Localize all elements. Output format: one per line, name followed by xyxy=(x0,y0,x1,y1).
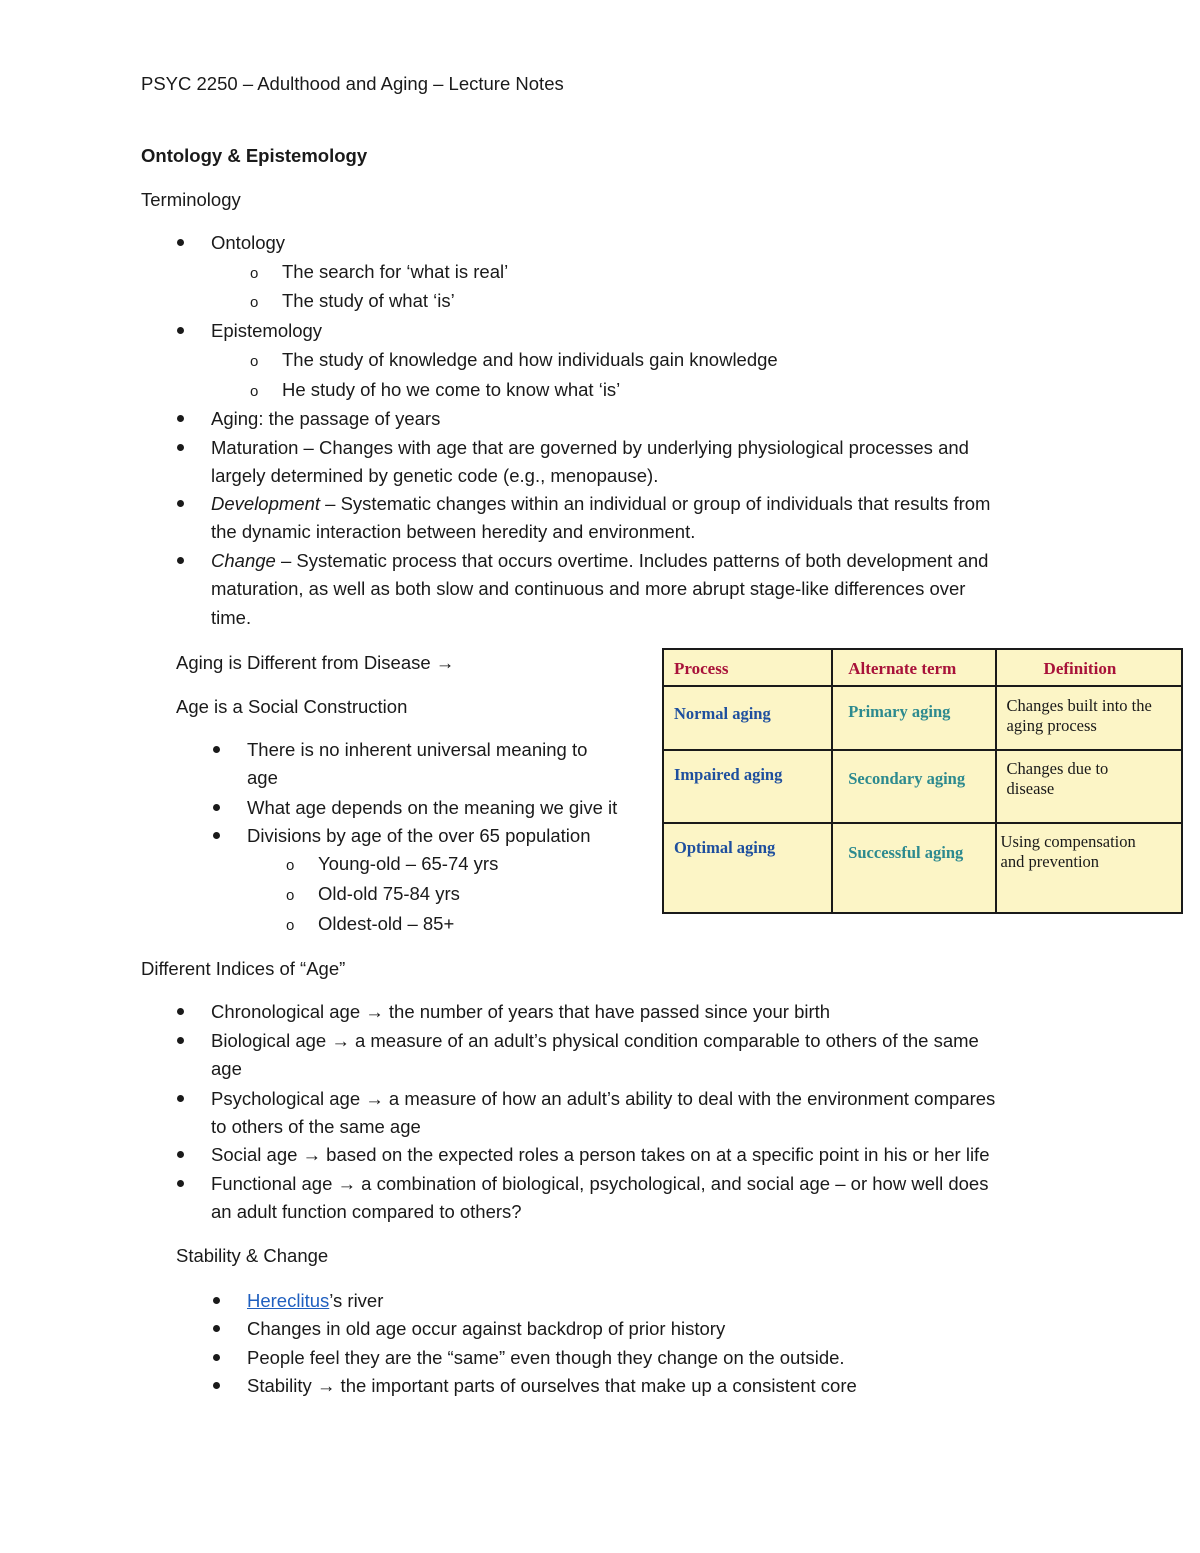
list-item: Young-old – 65-74 yrs xyxy=(318,853,499,874)
list-item: Old-old 75-84 yrs xyxy=(318,883,460,904)
table-row xyxy=(663,750,1182,823)
bullet-icon xyxy=(213,1297,220,1304)
bullet-icon xyxy=(177,1037,184,1044)
list-item: People feel they are the “same” even though they change on the outside. xyxy=(247,1347,845,1368)
list-item: Biological age → a measure of an adult’s physical condition comparable to others of the same xyxy=(211,1030,979,1051)
link-suffix-text: ’s river xyxy=(329,1290,384,1311)
list-item: Maturation – Changes with age that are governed by underlying physiological processes and xyxy=(211,437,969,458)
list-item: He study of ho we come to know what ‘is’ xyxy=(282,379,621,400)
definition-text: – Systematic process that occurs overtime. Includes patterns of both development and xyxy=(275,550,989,571)
table-row xyxy=(663,823,1182,913)
term-development: Development xyxy=(211,493,321,514)
table-header-cell: Process xyxy=(663,649,832,686)
sub-bullet-icon: o xyxy=(250,265,259,282)
list-item: The study of knowledge and how individuals gain knowledge xyxy=(282,349,778,370)
list-item: There is no inherent universal meaning to xyxy=(247,739,588,760)
sub-bullet-icon: o xyxy=(286,857,295,874)
list-item-continued: maturation, as well as both slow and continuous and more abrupt stage-like differences over xyxy=(211,578,966,599)
subheading-social-construction: Age is a Social Construction xyxy=(176,696,408,717)
bullet-icon xyxy=(177,415,184,422)
table-cell: Primary aging xyxy=(832,686,995,750)
list-item: What age depends on the meaning we give it xyxy=(247,797,618,818)
table-header-row xyxy=(663,649,1182,686)
list-item-continued: the dynamic interaction between heredity and environment. xyxy=(211,521,696,542)
list-item: Epistemology xyxy=(211,320,323,341)
definition-text: – Systematic changes within an individual or group of individuals that results from xyxy=(320,493,991,514)
sub-bullet-icon: o xyxy=(250,353,259,370)
list-item: Divisions by age of the over 65 population xyxy=(247,825,591,846)
list-item: Social age → based on the expected roles a person takes on at a specific point in his or her life xyxy=(211,1144,990,1165)
sub-bullet-icon: o xyxy=(250,383,259,400)
table-cell: Successful aging xyxy=(832,823,995,913)
bullet-icon xyxy=(213,1325,220,1332)
section-heading-ontology: Ontology & Epistemology xyxy=(141,145,368,166)
bullet-icon xyxy=(213,1382,220,1389)
list-item: Changes in old age occur against backdrop of prior history xyxy=(247,1318,726,1339)
list-item xyxy=(211,550,988,572)
bullet-icon xyxy=(177,1180,184,1187)
bullet-icon xyxy=(177,1008,184,1015)
list-item: The study of what ‘is’ xyxy=(282,290,455,311)
aging-process-table xyxy=(662,648,1183,914)
list-item-continued: age xyxy=(211,1058,242,1079)
sub-bullet-icon: o xyxy=(286,917,295,934)
hereclitus-link[interactable]: Hereclitus xyxy=(247,1290,330,1311)
list-item-continued: an adult function compared to others? xyxy=(211,1201,522,1222)
table-cell: Optimal aging xyxy=(663,823,832,913)
bullet-icon xyxy=(213,832,220,839)
sub-bullet-icon: o xyxy=(250,294,259,311)
table-cell: Impaired aging xyxy=(663,750,832,823)
bullet-icon xyxy=(177,1095,184,1102)
bullet-icon xyxy=(177,444,184,451)
disease-line: Aging is Different from Disease → xyxy=(176,652,455,673)
list-item: Functional age → a combination of biological, psychological, and social age – or how well does xyxy=(211,1173,989,1194)
list-item xyxy=(211,493,990,515)
list-item: Psychological age → a measure of how an adult’s ability to deal with the environment compares xyxy=(211,1088,996,1109)
list-item-continued: to others of the same age xyxy=(211,1116,421,1137)
table-header-cell: Alternate term xyxy=(832,649,995,686)
list-item xyxy=(247,1290,383,1312)
table-cell: Secondary aging xyxy=(832,750,995,823)
table-cell: Changes built into the aging process xyxy=(996,686,1182,750)
bullet-icon xyxy=(213,804,220,811)
table-cell: Normal aging xyxy=(663,686,832,750)
subheading-stability-change: Stability & Change xyxy=(176,1245,329,1266)
section-heading-indices: Different Indices of “Age” xyxy=(141,958,346,979)
bullet-icon xyxy=(177,500,184,507)
list-item-continued: time. xyxy=(211,607,252,628)
list-item: Ontology xyxy=(211,232,286,253)
list-item-continued: age xyxy=(247,767,278,788)
list-item: Aging: the passage of years xyxy=(211,408,441,429)
list-item: The search for ‘what is real’ xyxy=(282,261,509,282)
list-item: Chronological age → the number of years that have passed since your birth xyxy=(211,1001,831,1022)
bullet-icon xyxy=(177,239,184,246)
bullet-icon xyxy=(177,557,184,564)
list-item-continued: largely determined by genetic code (e.g., menopause). xyxy=(211,465,659,486)
list-item: Oldest-old – 85+ xyxy=(318,913,455,934)
table-header-cell: Definition xyxy=(996,649,1182,686)
bullet-icon xyxy=(177,327,184,334)
term-change: Change xyxy=(211,550,276,571)
list-item: Stability → the important parts of ourselves that make up a consistent core xyxy=(247,1375,857,1396)
bullet-icon xyxy=(213,1354,220,1361)
sub-bullet-icon: o xyxy=(286,887,295,904)
bullet-icon xyxy=(213,746,220,753)
table-cell: Using compensation and prevention xyxy=(996,823,1182,913)
document-title: PSYC 2250 – Adulthood and Aging – Lecture Notes xyxy=(141,73,564,94)
table-cell: Changes due to disease xyxy=(996,750,1182,823)
table-row xyxy=(663,686,1182,750)
bullet-icon xyxy=(177,1151,184,1158)
subheading-terminology: Terminology xyxy=(141,189,241,210)
